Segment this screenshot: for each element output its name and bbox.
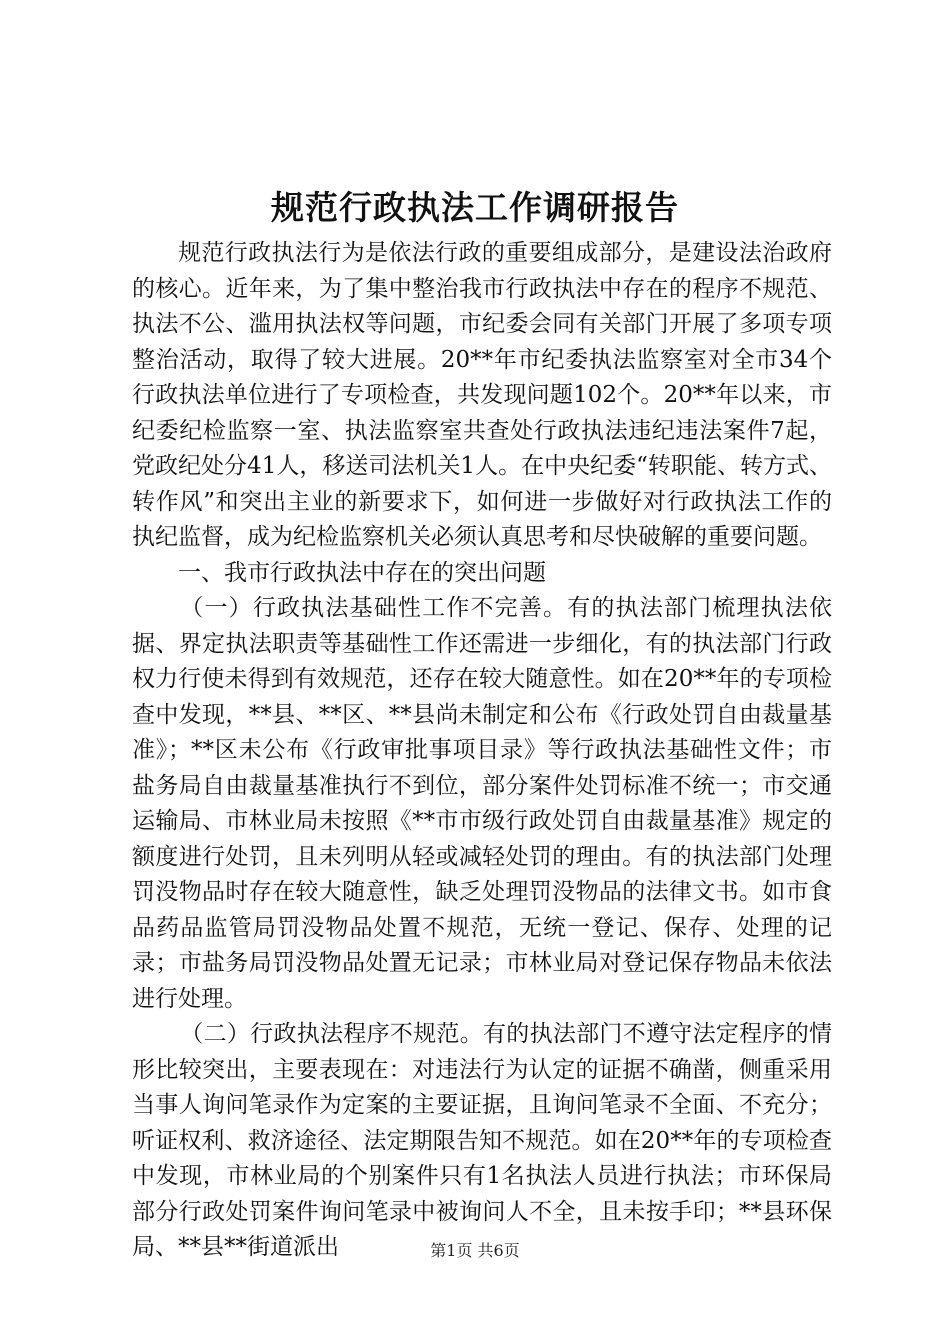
section-heading: 一、我市行政执法中存在的突出问题	[178, 559, 546, 586]
document-title: 规范行政执法工作调研报告	[271, 188, 679, 227]
page-footer: 第1页 共6页	[430, 1241, 520, 1260]
intro-paragraph: 规范行政执法行为是依法行政的重要组成部分，是建设法治政府的核心。近年来，为了集中整治我市行政执法中存在的程序不规范、执法不公、滥用执法权等问题，市纪委会同有关部门开展了多项专项整治活动，取得了较大进展。20**年市纪委执法监察室对全市34个行政执法单位进行了专项检查，共发现问题102个。20**年以来，市纪委纪检监察一室、执法监察室共查处行政执法违纪违法案件7起，党政纪处分41人，移送司法机关1人。在中央纪委“转职能、转方式、转作风”和突出主业的新要求下，如何进一步做好对行政执法工作的执纪监督，成为纪检监察机关必须认真思考和尽快破解的重要问题。	[132, 240, 832, 550]
document-body	[132, 236, 832, 1266]
subsection-paragraph-1: （一）行政执法基础性工作不完善。有的执法部门梳理执法依据、界定执法职责等基础性工作还需进一步细化，有的执法部门行政权力行使未得到有效规范，还存在较大随意性。如在20**年的专项检查中发现，**县、**区、**县尚未制定和公布《行政处罚自由裁量基准》；**区未公布《行政审批事项目录》等行政执法基础性文件；市盐务局自由裁量基准执行不到位，部分案件处罚标准不统一；市交通运输局、市林业局未按照《**市市级行政处罚自由裁量基准》规定的额度进行处罚，且未列明从轻或减轻处罚的理由。有的执法部门处理罚没物品时存在较大随意性，缺乏处理罚没物品的法律文书。如市食品药品监管局罚没物品处置不规范，无统一登记、保存、处理的记录；市盐务局罚没物品处置无记录；市林业局对登记保存物品未依法进行处理。	[132, 595, 832, 1012]
subsection-paragraph-2: （二）行政执法程序不规范。有的执法部门不遵守法定程序的情形比较突出，主要表现在：对违法行为认定的证据不确凿，侧重采用当事人询问笔录作为定案的主要证据，且询问笔录不全面、不充分；听证权利、救济途径、法定期限告知不规范。如在20**年的专项检查中发现，市林业局的个别案件只有1名执法人员进行执法；市环保局部分行政处罚案件询问笔录中被询问人不全，且未按手印；**县环保局、**县**街道派出	[132, 1021, 832, 1260]
